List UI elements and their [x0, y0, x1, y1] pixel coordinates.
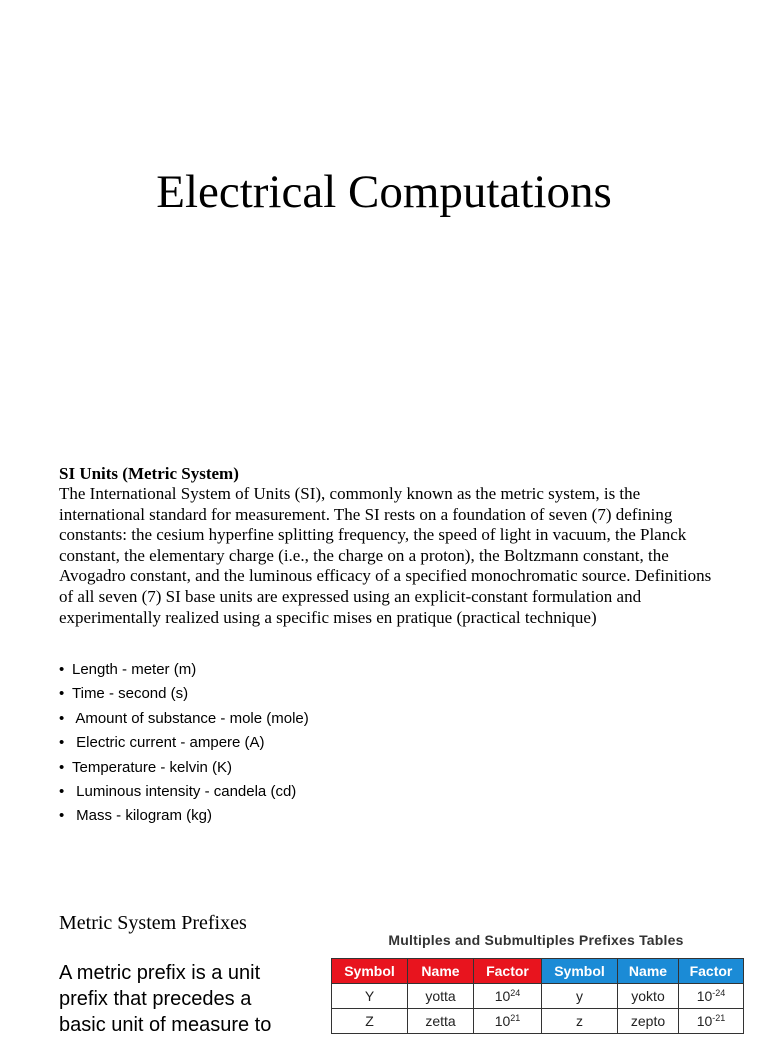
list-item [59, 682, 309, 706]
factor-exponent: -21 [712, 1013, 726, 1023]
column-header-name: Name [408, 959, 474, 984]
factor-cell [474, 1009, 542, 1034]
table-row [332, 1009, 744, 1034]
symbol-cell: z [542, 1009, 618, 1034]
list-item [59, 780, 309, 804]
column-header-symbol: Symbol [332, 959, 408, 984]
metric-prefix-paragraph: A metric prefix is a unit prefix that precedes a basic unit of measure to [59, 962, 272, 1036]
unit-label: Amount of substance - mole (mole) [72, 709, 309, 727]
si-units-heading: SI Units (Metric System) [59, 464, 239, 483]
list-item [59, 804, 309, 828]
factor-base: 10 [696, 1013, 713, 1029]
bullet-icon: • [59, 782, 65, 800]
bullet-icon: • [59, 709, 65, 727]
factor-exponent: -24 [712, 988, 726, 998]
list-item [59, 731, 309, 755]
bullet-icon: • [59, 734, 65, 752]
si-units-paragraph: The International System of Units (SI), commonly known as the metric system, is the international standard for measurement. The SI rests on a foundation of seven (7) defining constants: the cesium hyperfine splitting frequency, the speed of light in vacuum, the Planck constant, the elementary charge (i.e., the charge on a proton), the Boltzmann constant, the Avogadro constant, and the luminous efficacy of a specified monochromatic source. Definitions of all seven (7) SI base units are expressed using an explicit-constant formulation and experimentally realized using a specific mises en pratique (practical technique) [59, 484, 712, 627]
name-cell: zetta [408, 1009, 474, 1034]
name-cell: yotta [408, 984, 474, 1009]
unit-label: Time - second (s) [72, 685, 189, 703]
column-header-name: Name [618, 959, 679, 984]
factor-exponent: 24 [510, 988, 521, 998]
name-cell: yokto [618, 984, 679, 1009]
list-item [59, 707, 309, 731]
prefix-table-title: Multiples and Submultiples Prefixes Tables [388, 932, 684, 948]
unit-label: Electric current - ampere (A) [72, 734, 265, 752]
unit-label: Temperature - kelvin (K) [72, 758, 233, 776]
bullet-icon: • [59, 807, 65, 825]
factor-cell [679, 984, 744, 1009]
list-item [59, 658, 309, 682]
prefix-table [331, 958, 744, 1034]
factor-base: 10 [696, 988, 713, 1004]
metric-prefixes-heading: Metric System Prefixes [59, 912, 247, 934]
unit-label: Mass - kilogram (kg) [72, 807, 213, 825]
name-cell: zepto [618, 1009, 679, 1034]
factor-cell [474, 984, 542, 1009]
table-row [332, 984, 744, 1009]
factor-base: 10 [494, 1013, 511, 1029]
bullet-icon: • [59, 661, 65, 678]
column-header-factor: Factor [474, 959, 542, 984]
list-item [59, 756, 309, 780]
table-header-row [332, 959, 744, 984]
column-header-factor: Factor [679, 959, 744, 984]
factor-cell [679, 1009, 744, 1034]
si-units-section [59, 463, 719, 628]
factor-exponent: 21 [510, 1013, 521, 1023]
symbol-cell: y [542, 984, 618, 1009]
symbol-cell: Y [332, 984, 408, 1009]
unit-label: Luminous intensity - candela (cd) [72, 782, 297, 800]
factor-base: 10 [494, 988, 511, 1004]
bullet-icon: • [59, 685, 65, 703]
unit-label: Length - meter (m) [72, 661, 197, 678]
column-header-symbol: Symbol [542, 959, 618, 984]
si-base-units-list [59, 658, 309, 829]
page-title: Electrical Computations [156, 166, 612, 218]
symbol-cell: Z [332, 1009, 408, 1034]
bullet-icon: • [59, 758, 65, 776]
